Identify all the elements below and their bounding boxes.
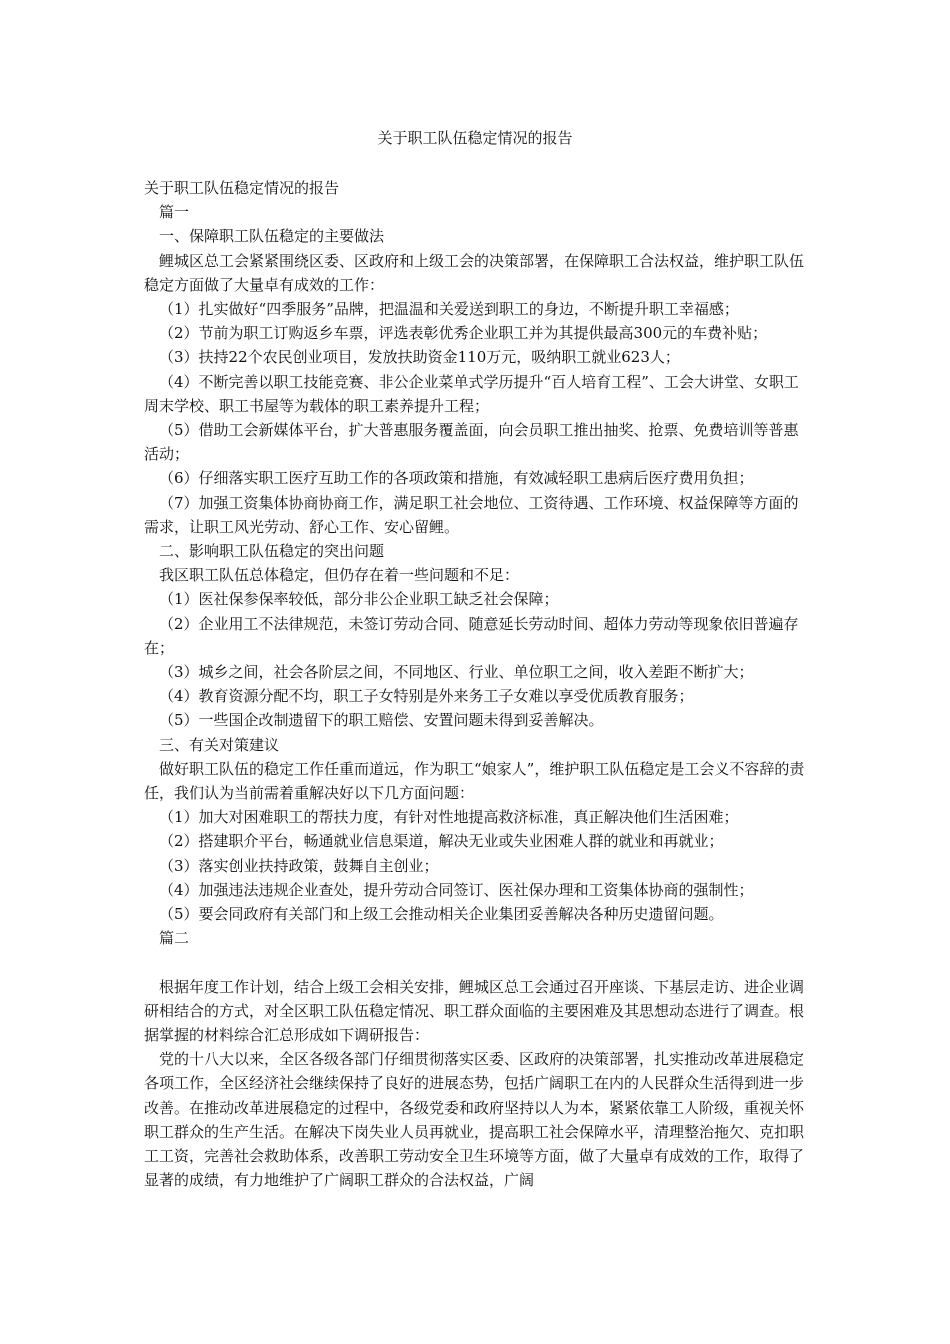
document-title: 关于职工队伍稳定情况的报告 <box>377 129 573 147</box>
list-item: （2）节前为职工订购返乡车票，评选表彰优秀企业职工并为其提供最高300元的车费补贴； <box>159 324 768 343</box>
document-body <box>144 176 808 1192</box>
list-item: （1）医社保参保率较低，部分非公企业职工缺乏社会保障； <box>159 590 559 609</box>
list-item: （5）要会同政府有关部门和上级工会推动相关企业集团妥善解决各种历史遗留问题。 <box>159 905 724 924</box>
paragraph: 做好职工队伍的稳定工作任重而道远，作为职工“娘家人”，维护职工队伍稳定是工会义不容辞的责任，我们认为当前需着重解决好以下几方面问题： <box>144 759 805 803</box>
list-item: （4）教育资源分配不均，职工子女特别是外来务工子女难以享受优质教育服务； <box>159 687 694 706</box>
list-item: （5）一些国企改制遗留下的职工赔偿、安置问题未得到妥善解决。 <box>159 711 604 730</box>
list-item: （2）搭建职介平台，畅通就业信息渠道，解决无业或失业困难人群的就业和再就业； <box>159 832 724 851</box>
section-heading: 一、保障职工队伍稳定的主要做法 <box>159 227 385 246</box>
list-item: （2）企业用工不法律规范，未签订劳动合同、随意延长劳动时间、超体力劳动等现象依旧普遍存在； <box>144 614 799 657</box>
paragraph: 鲤城区总工会紧紧围绕区委、区政府和上级工会的决策部署，在保障职工合法权益，维护职工队伍稳定方面做了大量卓有成效的工作： <box>144 251 805 294</box>
list-item: （3）落实创业扶持政策，鼓舞自主创业； <box>159 856 439 875</box>
list-item: （3）城乡之间，社会各阶层之间，不同地区、行业、单位职工之间，收入差距不断扩大； <box>159 663 754 682</box>
list-item: （1）加大对困难职工的帮扶力度，有针对性地提高救济标准，真正解决他们生活困难； <box>159 808 739 827</box>
paragraph: 根据年度工作计划，结合上级工会相关安排，鲤城区总工会通过召开座谈、下基层走访、进企业调研相结合的方式，对全区职工队伍稳定情况、职工群众面临的主要困难及其思想动态进行了调查。根据掌握的材料综合汇总形成如下调研报告： <box>144 977 805 1044</box>
list-item: （3）扶持22个农民创业项目，发放扶助资金110万元，吸纳职工就业623人； <box>159 348 680 367</box>
section-heading: 二、影响职工队伍稳定的突出问题 <box>159 542 385 561</box>
section-label: 篇二 <box>159 929 190 948</box>
paragraph: 党的十八大以来，全区各级各部门仔细贯彻落实区委、区政府的决策部署，扎实推动改革进展稳定各项工作，全区经济社会继续保持了良好的进展态势，包括广阔职工在内的人民群众生活得到进一步改善。在推动改革进展稳定的过程中，各级党委和政府坚持以人为本，紧紧依靠工人阶级，重视关怀职工群众的生产生活。在解决下岗失业人员再就业，提高职工社会保障水平，清理整治拖欠、克扣职工工资，完善社会救助体系，改善职工劳动安全卫生环境等方面，做了大量卓有成效的工作，取得了显著的成绩，有力地维护了广阔职工群众的合法权益，广阔 <box>144 1050 805 1190</box>
list-item: （1）扎实做好“四季服务”品牌，把温温和关爱送到职工的身边，不断提升职工幸福感； <box>159 300 739 319</box>
list-item: （5）借助工会新媒体平台，扩大普惠服务覆盖面，向会员职工推出抽奖、抢票、免费培训等普惠活动； <box>144 421 799 464</box>
list-item: （4）加强违法违规企业查处，提升劳动合同签订、医社保办理和工资集体协商的强制性； <box>159 880 754 899</box>
section-heading: 三、有关对策建议 <box>159 735 280 754</box>
list-item: （4）不断完善以职工技能竞赛、非公企业菜单式学历提升“百人培育工程”、工会大讲堂、女职工周末学校、职工书屋等为载体的职工素养提升工程； <box>144 372 799 415</box>
document-subtitle: 关于职工队伍稳定情况的报告 <box>144 179 340 197</box>
list-item: （6）仔细落实职工医疗互助工作的各项政策和措施，有效减轻职工患病后医疗费用负担； <box>159 469 754 488</box>
paragraph: 我区职工队伍总体稳定，但仍存在着一些问题和不足： <box>159 566 520 585</box>
section-label: 篇一 <box>159 203 190 222</box>
list-item: （7）加强工资集体协商协商工作，满足职工社会地位、工资待遇、工作环境、权益保障等方面的需求，让职工风光劳动、舒心工作、安心留鲤。 <box>144 493 799 536</box>
